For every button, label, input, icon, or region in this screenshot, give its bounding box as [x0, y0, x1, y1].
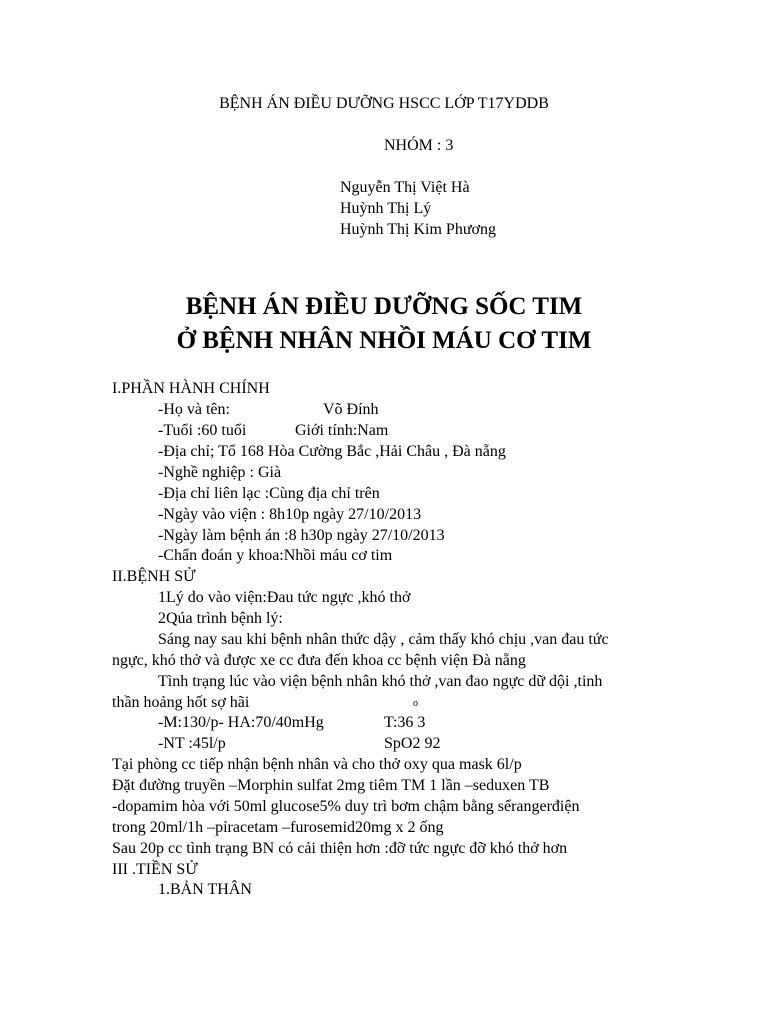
- document-title-line2: Ở BỆNH NHÂN NHỒI MÁU CƠ TIM: [176, 327, 592, 354]
- section-heading: II.BỆNH SỬ: [112, 568, 196, 585]
- vitals-temp: T:36 3: [384, 714, 426, 731]
- er-line: Sau 20p cc tình trạng BN có cải thiện hơn :đỡ tức ngực đỡ khó thở hơn: [112, 840, 568, 857]
- section-heading: I.PHẦN HÀNH CHÍNH: [112, 380, 270, 397]
- member-name: Huỳnh Thị Kim Phương: [340, 221, 496, 238]
- vitals-spo2: SpO2 92: [384, 735, 441, 752]
- vitals-pulse-bp: -M:130/p- HA:70/40mHg: [158, 714, 324, 731]
- er-line: trong 20ml/1h –pỉracetam –furosemid20mg x 2 ống: [112, 819, 444, 836]
- age-field: -Tuổi :60 tuổi: [158, 422, 247, 439]
- section-heading: III .TIỀN SỬ: [112, 861, 198, 878]
- member-name: Huỳnh Thị Lý: [340, 200, 432, 217]
- reason-line: 1Lý do vào viện:Đau tức ngực ,khó thở: [158, 589, 411, 606]
- course-title: BỆNH ÁN ĐIỀU DƯỠNG HSCC LỚP T17YDDB: [219, 95, 549, 112]
- paragraph-line: Sáng nay sau khi bệnh nhân thức dậy , cảm thấy khó chịu ,van đau tức: [158, 631, 609, 648]
- member-name: Nguyễn Thị Việt Hà: [340, 179, 470, 196]
- record-date-field: -Ngày làm bệnh án :8 h30p ngày 27/10/2013: [158, 527, 445, 544]
- admission-field: -Ngày vào viện : 8h10p ngày 27/10/2013: [158, 506, 422, 523]
- diagnosis-field: -Chẩn đoán y khoa:Nhồi máu cơ tim: [158, 547, 393, 564]
- paragraph-line: ngực, khó thở và được xe cc đưa đến khoa cc bệnh viện Đà nẵng: [112, 652, 526, 669]
- paragraph-line: Tình trạng lúc vào viện bệnh nhân khó thở ,van đao ngực dữ dội ,tinh: [158, 673, 603, 690]
- name-value: Võ Đính: [323, 401, 379, 418]
- occupation-field: -Nghề nghiệp : Già: [158, 464, 282, 481]
- er-line: Đặt đường truyền –Morphin sulfat 2mg tiêm TM 1 lần –seduxen TB: [112, 777, 550, 794]
- degree-mark: o: [413, 698, 418, 709]
- contact-field: -Địa chỉ liên lạc :Cùng địa chỉ trên: [158, 485, 380, 502]
- document-title-line1: BỆNH ÁN ĐIỀU DƯỠNG SỐC TIM: [185, 293, 583, 320]
- name-label: -Họ và tên:: [158, 401, 230, 418]
- vitals-resp: -NT :45l/p: [158, 735, 226, 752]
- paragraph-line: thần hoảng hốt sợ hãi: [112, 694, 250, 711]
- process-heading: 2Qúa trình bệnh lý:: [158, 610, 283, 627]
- er-line: Tại phòng cc tiếp nhận bệnh nhân và cho thở oxy qua mask 6l/p: [112, 756, 522, 773]
- group-label: NHÓM : 3: [384, 137, 454, 154]
- gender-field: Giới tính:Nam: [295, 422, 389, 439]
- er-line: -dopamim hòa với 50ml glucose5% duy trì bơm chậm bằng sểrangerđiện: [112, 798, 580, 815]
- subsection-heading: 1.BẢN THÂN: [158, 881, 252, 898]
- address-field: -Địa chỉ; Tổ 168 Hòa Cường Bắc ,Hải Châu , Đà nẵng: [158, 443, 506, 460]
